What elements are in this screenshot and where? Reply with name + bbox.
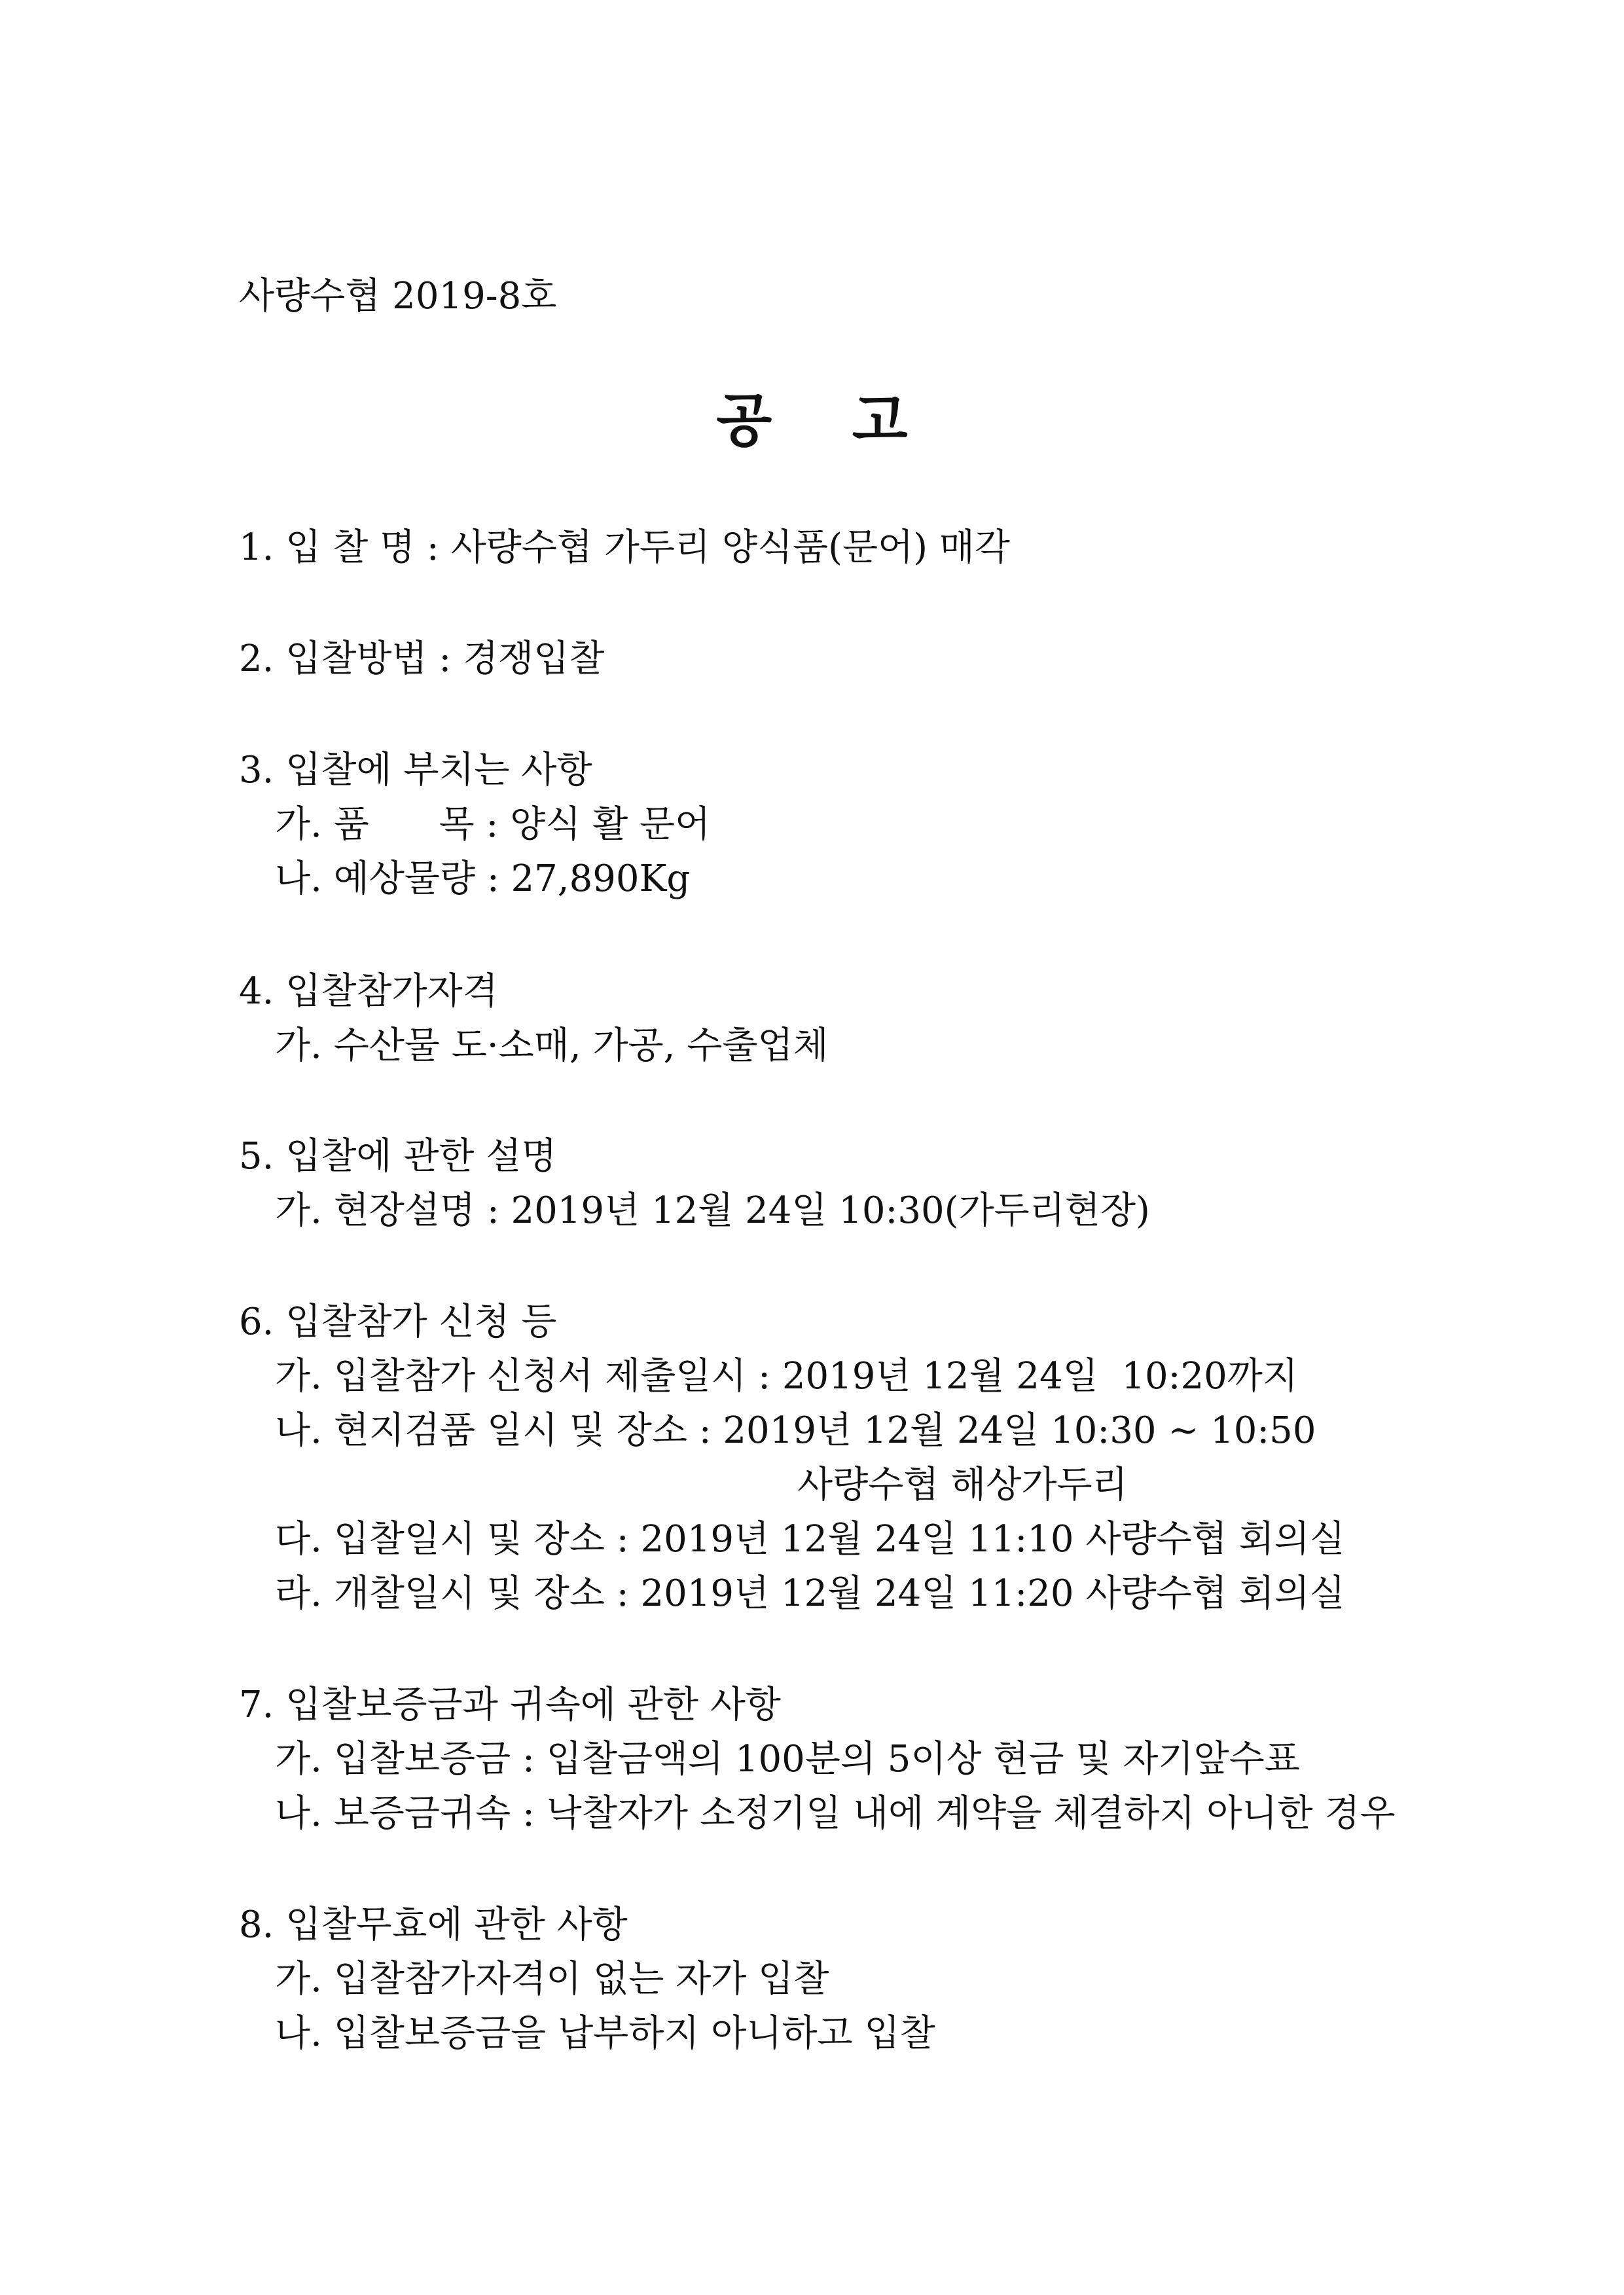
section-6-heading: 6. 입찰참가 신청 등	[239, 1301, 557, 1343]
section-3-item-na: 나. 예상물량 : 27,890Kg	[275, 858, 691, 900]
section-4-item-ga: 가. 수산물 도·소매, 가공, 수출업체	[275, 1024, 829, 1067]
section-7-heading: 7. 입찰보증금과 귀속에 관한 사항	[239, 1684, 781, 1726]
section-2-heading: 2. 입찰방법 : 경쟁입찰	[239, 638, 605, 680]
section-6-item-na-location: 사량수협 해상가두리	[797, 1464, 1128, 1506]
section-6-item-da: 다. 입찰일시 및 장소 : 2019년 12월 24일 11:10 사량수협 회의실	[275, 1518, 1345, 1561]
section-1-heading: 1. 입 찰 명 : 사량수협 가두리 양식품(문어) 매각	[239, 526, 1011, 569]
section-3-item-ga: 가. 품 목 : 양식 활 문어	[275, 803, 711, 846]
section-7-item-ga: 가. 입찰보증금 : 입찰금액의 100분의 5이상 현금 및 자기앞수표	[275, 1738, 1300, 1780]
section-5-heading: 5. 입찰에 관한 설명	[239, 1135, 557, 1178]
document-number: 사량수협 2019-8호	[239, 275, 557, 317]
section-7-item-na: 나. 보증금귀속 : 낙찰자가 소정기일 내에 계약을 체결하지 아니한 경우	[275, 1792, 1396, 1835]
document-title: 공 고	[716, 386, 908, 454]
section-8-heading: 8. 입찰무효에 관한 사항	[239, 1904, 628, 1946]
section-8-item-na: 나. 입찰보증금을 납부하지 아니하고 입찰	[275, 2012, 935, 2055]
section-6-item-na: 나. 현지검품 일시 및 장소 : 2019년 12월 24일 10:30 ~ 10:50	[275, 1409, 1316, 1452]
section-4-heading: 4. 입찰참가자격	[239, 970, 498, 1013]
section-3-heading: 3. 입찰에 부치는 사항	[239, 749, 592, 791]
section-6-item-ga: 가. 입찰참가 신청서 제출일시 : 2019년 12월 24일 10:20까지	[275, 1355, 1298, 1398]
section-8-item-ga: 가. 입찰참가자격이 없는 자가 입찰	[275, 1958, 829, 2000]
section-6-item-ra: 라. 개찰일시 및 장소 : 2019년 12월 24일 11:20 사량수협 회의실	[275, 1572, 1345, 1615]
section-5-item-ga: 가. 현장설명 : 2019년 12월 24일 10:30(가두리현장)	[275, 1189, 1150, 1232]
